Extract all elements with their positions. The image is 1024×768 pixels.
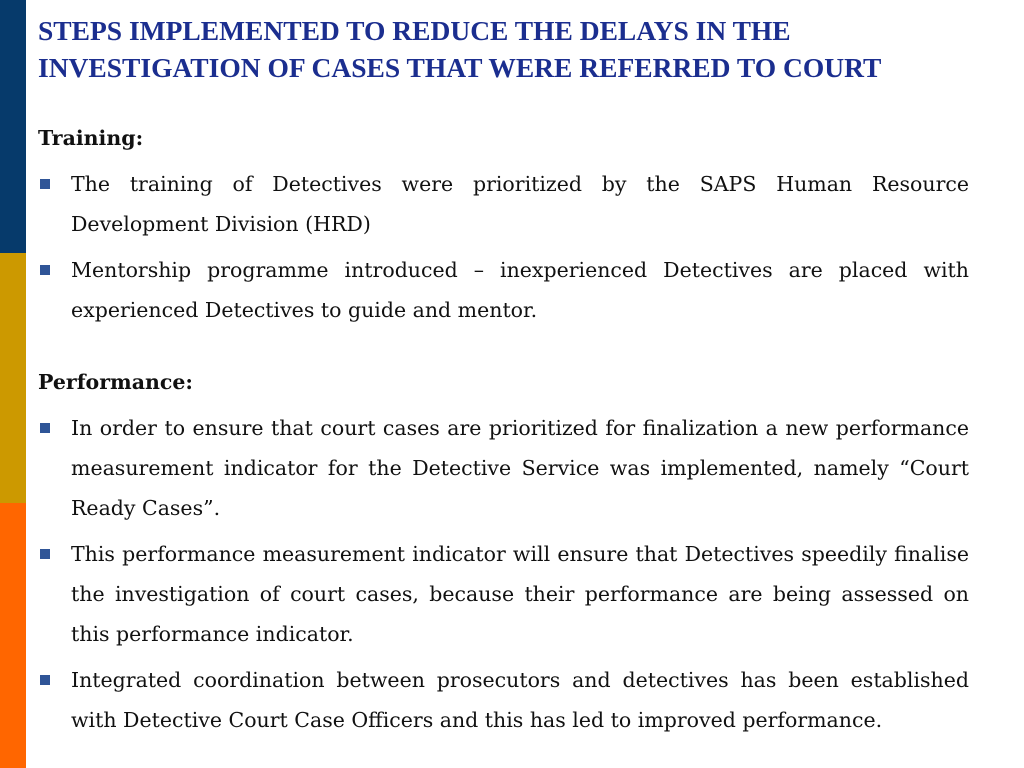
bullet-item	[38, 164, 969, 244]
side-bar-navy	[0, 0, 26, 253]
training-bullets	[38, 164, 969, 330]
bullet-item	[38, 534, 969, 654]
bullet-item	[38, 660, 969, 740]
slide-content	[38, 118, 969, 740]
bullet-item	[38, 250, 969, 330]
side-bar-orange	[0, 503, 26, 768]
bullet-text: Mentorship programme introduced – inexperienced Detectives are placed with experienced Detectives to guide and mentor.	[71, 258, 969, 322]
square-bullet-icon	[40, 549, 50, 559]
square-bullet-icon	[40, 265, 50, 275]
bullet-text: Integrated coordination between prosecutors and detectives has been established with Detective Court Case Officers and this has led to improved performance.	[71, 668, 969, 732]
bullet-text: In order to ensure that court cases are prioritized for finalization a new performance measurement indicator for the Detective Service was implemented, namely “Court Ready Cases”.	[71, 416, 969, 520]
bullet-text: This performance measurement indicator will ensure that Detectives speedily finalise the investigation of court cases, because their performance are being assessed on this performance indicator.	[71, 542, 969, 646]
bullet-text: The training of Detectives were prioritized by the SAPS Human Resource Development Division (HRD)	[71, 172, 969, 236]
training-heading: Training:	[38, 126, 144, 150]
performance-bullets	[38, 408, 969, 740]
performance-heading: Performance:	[38, 370, 193, 394]
square-bullet-icon	[40, 423, 50, 433]
side-bar-gold	[0, 253, 26, 503]
bullet-item	[38, 408, 969, 528]
square-bullet-icon	[40, 179, 50, 189]
square-bullet-icon	[40, 675, 50, 685]
slide-title: STEPS IMPLEMENTED TO REDUCE THE DELAYS IN THE INVESTIGATION OF CASES THAT WERE REFERRED TO COURT	[38, 15, 882, 83]
